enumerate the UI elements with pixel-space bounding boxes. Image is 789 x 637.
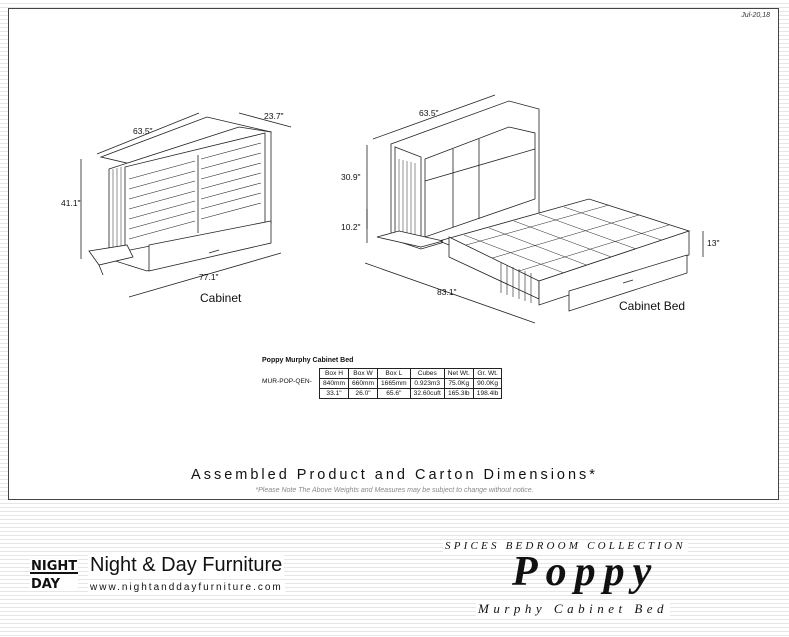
logo-day-text: DAY bbox=[31, 577, 61, 592]
disclaimer-note: *Please Note The Above Weights and Measures may be subject to change without notice. bbox=[255, 487, 534, 494]
spec-cell: 33.1" bbox=[320, 389, 349, 399]
spec-cell: 75.0Kg bbox=[444, 379, 473, 389]
dimensions-heading: Assembled Product and Carton Dimensions* bbox=[191, 467, 598, 483]
bed-head-height-label: 30.9" bbox=[341, 172, 361, 182]
spec-cell: 165.3lb bbox=[444, 389, 473, 399]
product-subtitle: Murphy Cabinet Bed bbox=[478, 601, 669, 616]
spec-header-cell: Box H bbox=[320, 369, 349, 379]
cabinet-drawing bbox=[81, 113, 291, 297]
drawing-sheet bbox=[8, 8, 779, 500]
date-label: Jul-20,18 bbox=[741, 12, 770, 19]
spec-header-cell: Box W bbox=[349, 369, 378, 379]
cabinet-caption: Cabinet bbox=[200, 291, 242, 305]
cabinet-height-label: 41.1" bbox=[61, 198, 81, 208]
company-name: Night & Day Furniture bbox=[90, 554, 283, 576]
cabinet-bed-caption: Cabinet Bed bbox=[619, 299, 686, 313]
bed-base-height-label: 10.2" bbox=[341, 222, 361, 232]
bed-length-label: 83.1" bbox=[437, 287, 457, 297]
spec-imperial-row bbox=[320, 389, 502, 399]
spec-cell: 660mm bbox=[349, 379, 378, 389]
cabinet-open-width-label: 77.1" bbox=[199, 272, 219, 282]
cabinet-bed-drawing bbox=[365, 95, 703, 323]
spec-cell: 65.6" bbox=[378, 389, 411, 399]
website-link[interactable]: www.nightanddayfurniture.com bbox=[90, 582, 283, 593]
product-name: Poppy bbox=[512, 549, 660, 595]
product-line-drawing bbox=[9, 9, 780, 501]
spec-header-cell: Net Wt. bbox=[444, 369, 473, 379]
spec-header-cell: Cubes bbox=[410, 369, 444, 379]
spec-cell: 26.0" bbox=[349, 389, 378, 399]
spec-header-row bbox=[320, 369, 502, 379]
spec-model-code: MUR-POP-QEN- bbox=[262, 378, 312, 385]
spec-header-cell: Box L bbox=[378, 369, 411, 379]
bed-mattress-height-label: 13" bbox=[707, 238, 720, 248]
spec-cell: 840mm bbox=[320, 379, 349, 389]
spec-cell: 0.923m3 bbox=[410, 379, 444, 389]
spec-table bbox=[319, 368, 502, 399]
spec-table-title: Poppy Murphy Cabinet Bed bbox=[262, 357, 354, 364]
spec-header-cell: Gr. Wt. bbox=[473, 369, 502, 379]
spec-metric-row bbox=[320, 379, 502, 389]
bed-width-label: 63.5" bbox=[419, 108, 439, 118]
spec-cell: 32.60cuft bbox=[410, 389, 444, 399]
logo-night-text: NIGHT bbox=[31, 559, 78, 574]
spec-cell: 1665mm bbox=[378, 379, 411, 389]
cabinet-depth-label: 23.7" bbox=[264, 111, 284, 121]
collection-label: SPICES BEDROOM COLLECTION bbox=[445, 540, 686, 552]
spec-cell: 90.0Kg bbox=[473, 379, 502, 389]
night-day-logo bbox=[30, 556, 80, 592]
spec-cell: 198.4lb bbox=[473, 389, 502, 399]
cabinet-width-label: 63.5" bbox=[133, 126, 153, 136]
